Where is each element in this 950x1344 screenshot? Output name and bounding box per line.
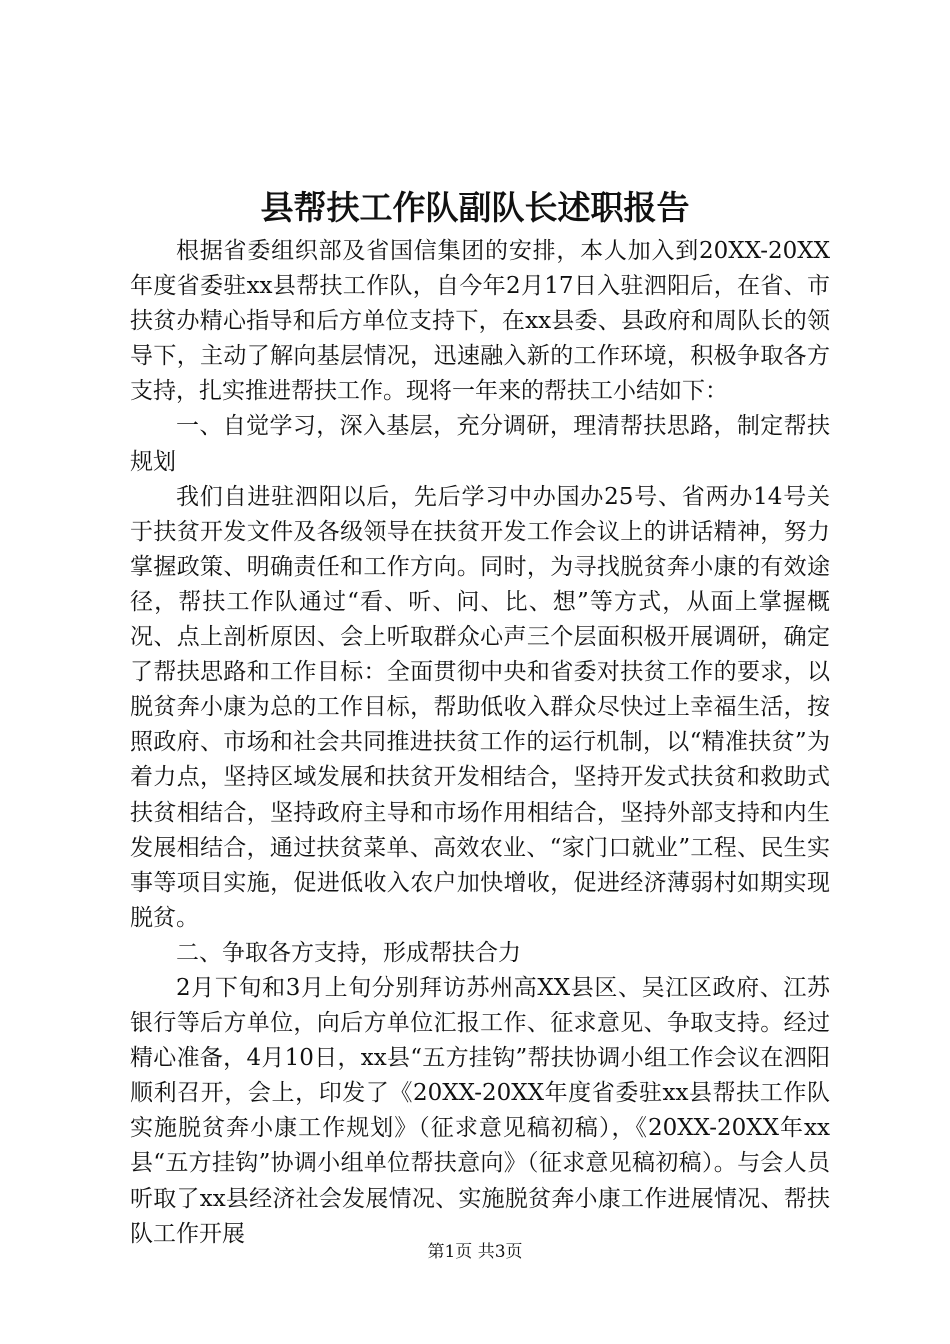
page-footer: 第1页 共3页 bbox=[427, 1242, 523, 1262]
paragraph-section-1: 我们自进驻泗阳以后，先后学习中办国办25号、省两办14号关于扶贫开发文件及各级领导在扶贫开发工作会议上的讲话精神，努力掌握政策、明确责任和工作方向。同时，为寻找脱贫奔小康的有效途径，帮扶工作队通过“看、听、问、比、想”等方式，从面上掌握概况、点上剖析原因、会上听取群众心声三个层面积极开展调研，确定了帮扶思路和工作目标：全面贯彻中央和省委对扶贫工作的要求，以脱贫奔小康为总的工作目标，帮助低收入群众尽快过上幸福生活，按照政府、市场和社会共同推进扶贫工作的运行机制，以“精准扶贫”为着力点，坚持区域发展和扶贫开发相结合，坚持开发式扶贫和救助式扶贫相结合，坚持政府主导和市场作用相结合，坚持外部支持和内生发展相结合，通过扶贫菜单、高效农业、“家门口就业”工程、民生实事等项目实施，促进低收入农户加快增收，促进经济薄弱村如期实现脱贫。 bbox=[130, 483, 830, 931]
document-body bbox=[130, 234, 830, 1252]
section-heading-1: 一、自觉学习，深入基层，充分调研，理清帮扶思路，制定帮扶规划 bbox=[130, 413, 830, 475]
section-heading-2: 二、争取各方支持，形成帮扶合力 bbox=[176, 939, 521, 966]
document-title: 县帮扶工作队副队长述职报告 bbox=[260, 188, 690, 227]
paragraph-section-2: 2月下旬和3月上旬分别拜访苏州高XX县区、吴江区政府、江苏银行等后方单位，向后方单位汇报工作、征求意见、争取支持。经过精心准备，4月10日，xx县“五方挂钩”帮扶协调小组工作会议在泗阳顺利召开，会上，印发了《20XX-20XX年度省委驻xx县帮扶工作队实施脱贫奔小康工作规划》（征求意见稿初稿），《20XX-20XX年xx县“五方挂钩”协调小组单位帮扶意向》（征求意见稿初稿）。与会人员听取了xx县经济社会发展情况、实施脱贫奔小康工作进展情况、帮扶队工作开展 bbox=[130, 974, 830, 1247]
paragraph-intro: 根据省委组织部及省国信集团的安排，本人加入到20XX-20XX年度省委驻xx县帮扶工作队，自今年2月17日入驻泗阳后，在省、市扶贫办精心指导和后方单位支持下，在xx县委、县政府和周队长的领导下，主动了解向基层情况，迅速融入新的工作环境，积极争取各方支持，扎实推进帮扶工作。现将一年来的帮扶工小结如下： bbox=[130, 238, 830, 405]
